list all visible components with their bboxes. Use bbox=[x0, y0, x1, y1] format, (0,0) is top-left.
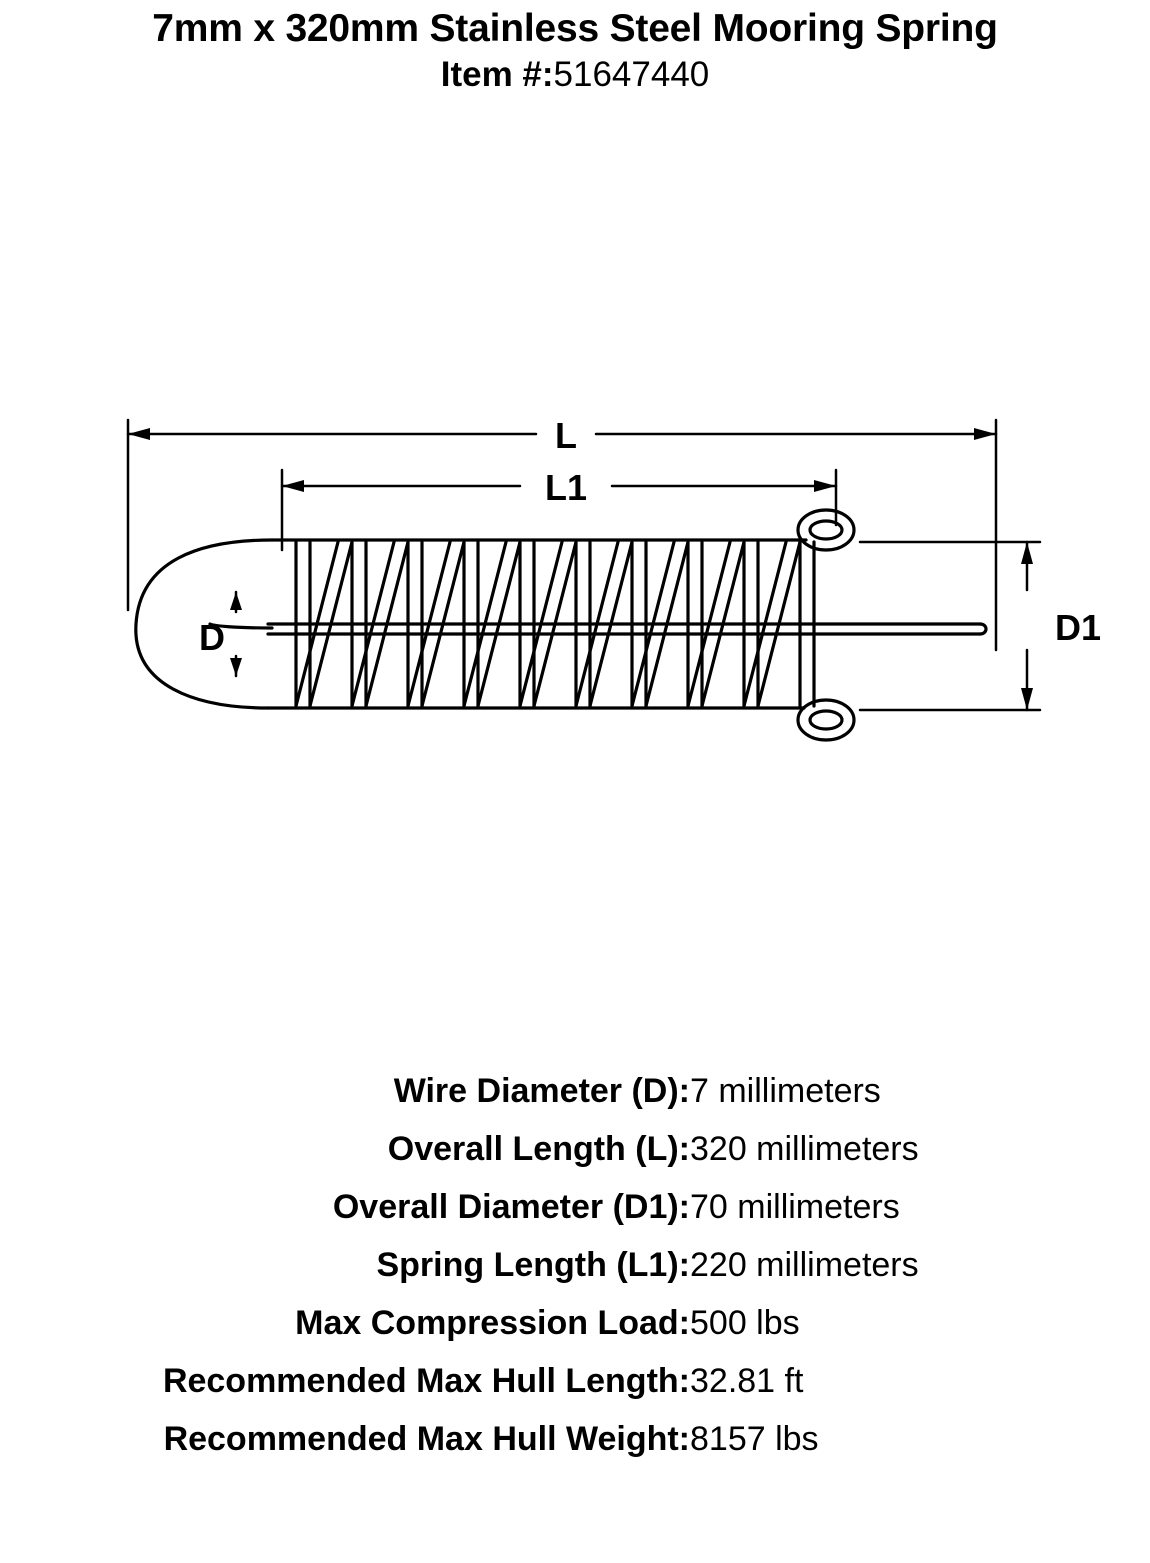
table-row bbox=[0, 1236, 1150, 1294]
spec-label: Recommended Max Hull Weight: bbox=[163, 1420, 690, 1458]
spec-value: 32.81 ft bbox=[690, 1362, 804, 1400]
specification-table bbox=[0, 1062, 1150, 1468]
spec-label: Spring Length (L1): bbox=[376, 1246, 690, 1284]
label-spring-length: L1 bbox=[544, 467, 588, 508]
spec-label: Recommended Max Hull Length: bbox=[162, 1362, 690, 1400]
spec-label: Overall Diameter (D1): bbox=[332, 1188, 690, 1226]
spec-value: 70 millimeters bbox=[690, 1188, 900, 1226]
spec-label: Wire Diameter (D): bbox=[393, 1072, 690, 1110]
spec-value: 8157 lbs bbox=[690, 1420, 819, 1458]
label-wire-diameter: D bbox=[199, 617, 225, 658]
spring-technical-drawing bbox=[0, 360, 1150, 800]
label-overall-diameter: D1 bbox=[1055, 607, 1102, 648]
spec-label: Overall Length (L): bbox=[387, 1130, 690, 1168]
item-number-value: 51647440 bbox=[553, 55, 710, 94]
item-number-line bbox=[0, 54, 1150, 96]
spec-label: Max Compression Load: bbox=[295, 1304, 690, 1342]
spec-value: 7 millimeters bbox=[690, 1072, 881, 1110]
specification-rows bbox=[0, 1062, 1150, 1468]
table-row bbox=[0, 1410, 1150, 1468]
page-title bbox=[0, 0, 1150, 96]
table-row bbox=[0, 1352, 1150, 1410]
drawing-svg bbox=[0, 360, 1150, 800]
spec-value: 220 millimeters bbox=[690, 1246, 919, 1284]
spec-value: 500 lbs bbox=[690, 1304, 800, 1342]
spec-value: 320 millimeters bbox=[690, 1130, 919, 1168]
table-row bbox=[0, 1062, 1150, 1120]
product-title: 7mm x 320mm Stainless Steel Mooring Spring bbox=[152, 7, 998, 50]
label-overall-length: L bbox=[555, 415, 577, 456]
table-row bbox=[0, 1120, 1150, 1178]
table-row bbox=[0, 1294, 1150, 1352]
table-row bbox=[0, 1178, 1150, 1236]
spring-body bbox=[136, 510, 986, 740]
item-number-label: Item #: bbox=[440, 55, 554, 94]
dimension-overall-diameter bbox=[860, 542, 1040, 710]
dimension-wire-diameter bbox=[230, 592, 242, 676]
